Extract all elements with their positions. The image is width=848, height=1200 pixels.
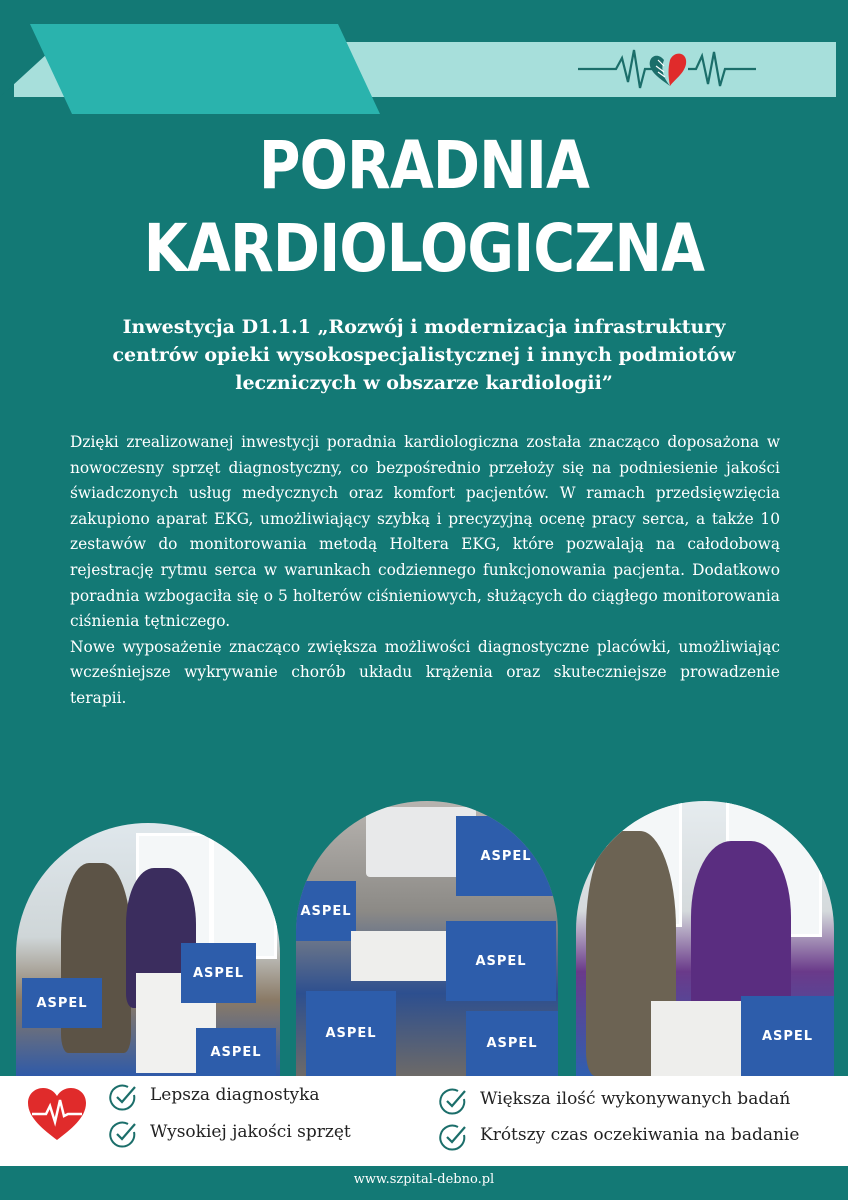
photo-box: ASPEL xyxy=(466,1011,558,1076)
photo-box: ASPEL xyxy=(296,881,356,941)
photo-middle-ekg-equipment xyxy=(296,801,558,1076)
check-circle-icon xyxy=(108,1119,138,1149)
photo-box: ASPEL xyxy=(306,991,396,1076)
photo-basket xyxy=(351,931,461,981)
photo-box: ASPEL xyxy=(741,996,834,1076)
check-circle-icon xyxy=(438,1122,468,1152)
photo-box: ASPEL xyxy=(456,816,556,896)
heart-ecg-icon xyxy=(26,1086,88,1142)
website-url[interactable]: www.szpital-debno.pl xyxy=(353,1172,495,1187)
header-banner-accent xyxy=(30,24,380,114)
feature-better-diagnostics: Lepsza diagnostyka xyxy=(150,1085,320,1105)
investment-subtitle xyxy=(60,313,788,397)
feature-more-tests: Większa ilość wykonywanych badań xyxy=(480,1089,791,1109)
subtitle-line1: Inwestycja D1.1.1 „Rozwój i modernizacja infrastruktury xyxy=(122,316,726,338)
description-paragraph-1: Dzięki zrealizowanej inwestycji poradnia kardiologiczna została znacząco doposażona w nowoczesny sprzęt diagnostyczny, co bezpośrednio przełoży się na podniesienie jakości świadczonych usług medycznych oraz komfort pacjentów. W ramach przedsięwzięcia zakupiono aparat EKG, umożliwiający szybką i precyzyjną ocenę pracy serca, a także 10 zestawów do monitorowania metodą Holtera EKG, które pozwalają na całodobową rejestrację rytmu serca w warunkach codziennego funkcjonowania pacjenta. Dodatkowo poradnia wzbogaciła się o 5 holterów ciśnieniowych, służących do ciągłego monitorowania ciśnienia tętniczego. xyxy=(70,433,780,631)
heartbeat-logo-icon xyxy=(578,44,756,94)
photo-box: ASPEL xyxy=(196,1028,276,1076)
photo-box: ASPEL xyxy=(22,978,102,1028)
photo-box: ASPEL xyxy=(181,943,256,1003)
subtitle-line3: leczniczych w obszarze kardiologii” xyxy=(235,372,613,394)
feature-shorter-wait: Krótszy czas oczekiwania na badanie xyxy=(480,1125,800,1145)
description-text xyxy=(70,430,780,712)
check-circle-icon xyxy=(108,1082,138,1112)
check-circle-icon xyxy=(438,1086,468,1116)
photo-box: ASPEL xyxy=(446,921,556,1001)
feature-high-quality-equipment: Wysokiej jakości sprzęt xyxy=(150,1122,351,1142)
photo-window xyxy=(211,833,277,959)
photo-left-staff-with-ekg xyxy=(16,823,280,1076)
subtitle-line2: centrów opieki wysokospecjalistycznej i innych podmiotów xyxy=(112,344,736,366)
page-title-line1: PORADNIA xyxy=(258,127,590,204)
description-paragraph-2: Nowe wyposażenie znacząco zwiększa możliwości diagnostyczne placówki, umożliwiając wcześniejsze wykrywanie chorób układu krążenia oraz skuteczniejsze prowadzenie terapii. xyxy=(70,637,780,707)
page-title-line2: KARDIOLOGICZNA xyxy=(143,210,705,287)
photo-right-staff-with-ekg xyxy=(576,801,834,1076)
